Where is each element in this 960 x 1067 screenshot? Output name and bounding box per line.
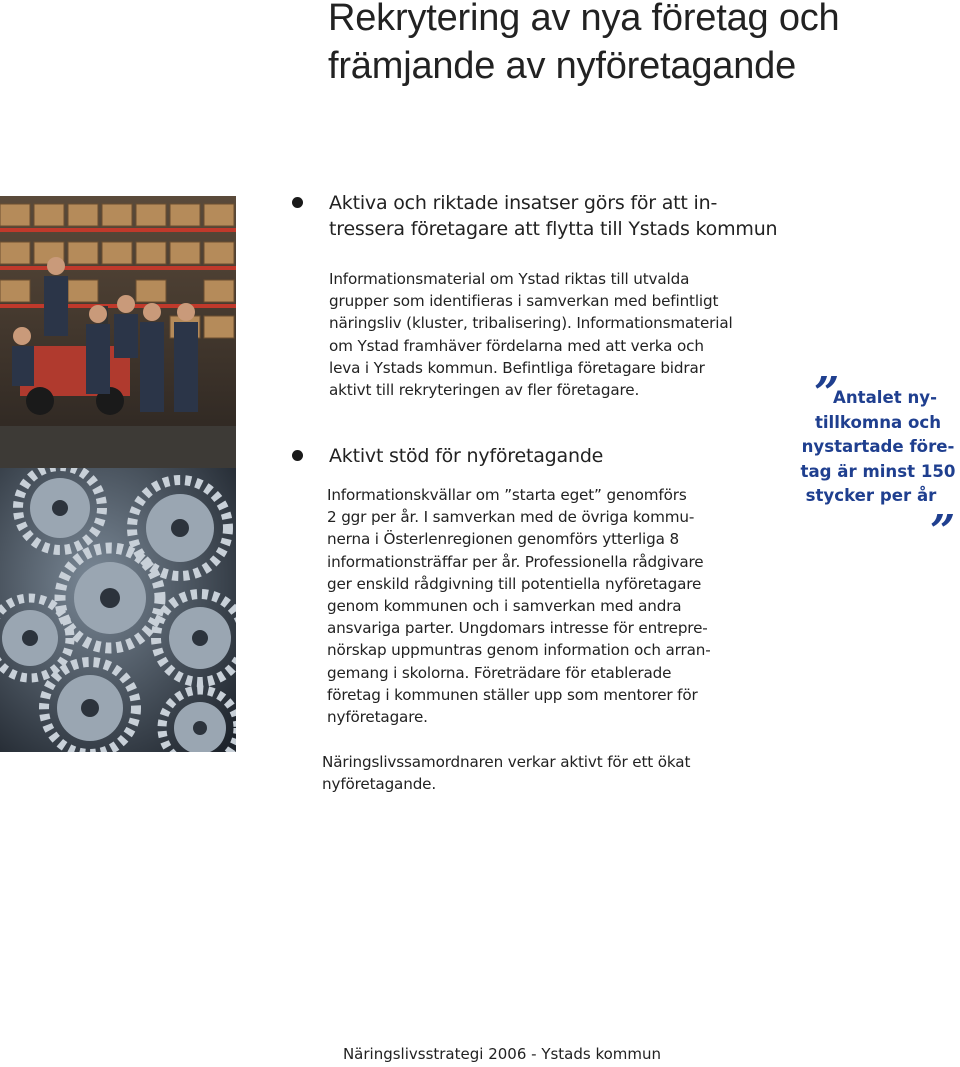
bullet-icon	[292, 197, 303, 208]
body-line: gemang i skolorna. Företrädare för etablerade	[327, 663, 672, 682]
pull-quote	[796, 386, 960, 509]
page-footer	[0, 1045, 960, 1063]
open-quote-mark: ”	[814, 368, 840, 419]
body-line: aktivt till rekryteringen av fler företagare.	[329, 381, 640, 400]
body-line: företag i kommunen ställer upp som mentorer för	[327, 685, 698, 704]
body-line: 2 ggr per år. I samverkan med de övriga kommu-	[327, 508, 695, 527]
heading-line: tressera företagare att flytta till Ystads kommun	[329, 218, 778, 240]
quote-line: stycker per år	[805, 486, 937, 506]
page-title	[328, 0, 948, 90]
section2-heading	[329, 443, 603, 469]
section2-body	[327, 484, 711, 728]
close-quote-mark: ”	[930, 506, 956, 557]
quote-line: tag är minst 150	[800, 461, 956, 481]
body-line: Näringslivssamordnaren verkar aktivt för ett ökat	[322, 753, 691, 771]
quote-line: nystartade före-	[801, 437, 955, 457]
gears-photo	[0, 468, 236, 752]
footer-text: Näringslivsstrategi 2006 - Ystads kommun	[342, 1045, 662, 1063]
body-line: ger enskild rådgivning till potentiella nyföretagare	[327, 574, 702, 593]
body-line: ansvariga parter. Ungdomars intresse för entrepre-	[327, 619, 708, 638]
title-line: Rekrytering av nya företag och	[328, 0, 840, 39]
body-line: nörskap uppmuntras genom information och arran-	[327, 641, 711, 660]
body-line: grupper som identifieras i samverkan med befintligt	[329, 292, 719, 311]
quote-line: tillkomna och	[814, 412, 942, 432]
section1-body	[329, 268, 733, 401]
body-line: informationsträffar per år. Professionella rådgivare	[327, 552, 704, 571]
body-line: näringsliv (kluster, tribalisering). Informationsmaterial	[329, 314, 733, 333]
closing-paragraph	[322, 751, 690, 795]
bullet-icon	[292, 450, 303, 461]
section1-heading	[329, 190, 777, 242]
body-line: om Ystad framhäver fördelarna med att verka och	[329, 336, 704, 355]
quote-line: Antalet ny-	[833, 388, 937, 407]
gears-illustration	[0, 468, 236, 752]
body-line: nyföretagande.	[322, 775, 437, 794]
body-line: Informationsmaterial om Ystad riktas till utvalda	[329, 270, 690, 288]
warehouse-workers-illustration	[0, 196, 236, 468]
heading-line: Aktivt stöd för nyföretagande	[329, 445, 604, 467]
warehouse-workers-photo	[0, 196, 236, 468]
heading-line: Aktiva och riktade insatser görs för att in-	[329, 192, 718, 214]
body-line: leva i Ystads kommun. Befintliga företagare bidrar	[329, 358, 705, 377]
body-line: nyföretagare.	[327, 708, 428, 727]
body-line: genom kommunen och i samverkan med andra	[327, 597, 682, 616]
title-line: främjande av nyföretagande	[328, 45, 797, 87]
body-line: Informationskvällar om ”starta eget” genomförs	[327, 486, 687, 504]
body-line: nerna i Österlenregionen genomförs ytterliga 8	[327, 530, 679, 549]
